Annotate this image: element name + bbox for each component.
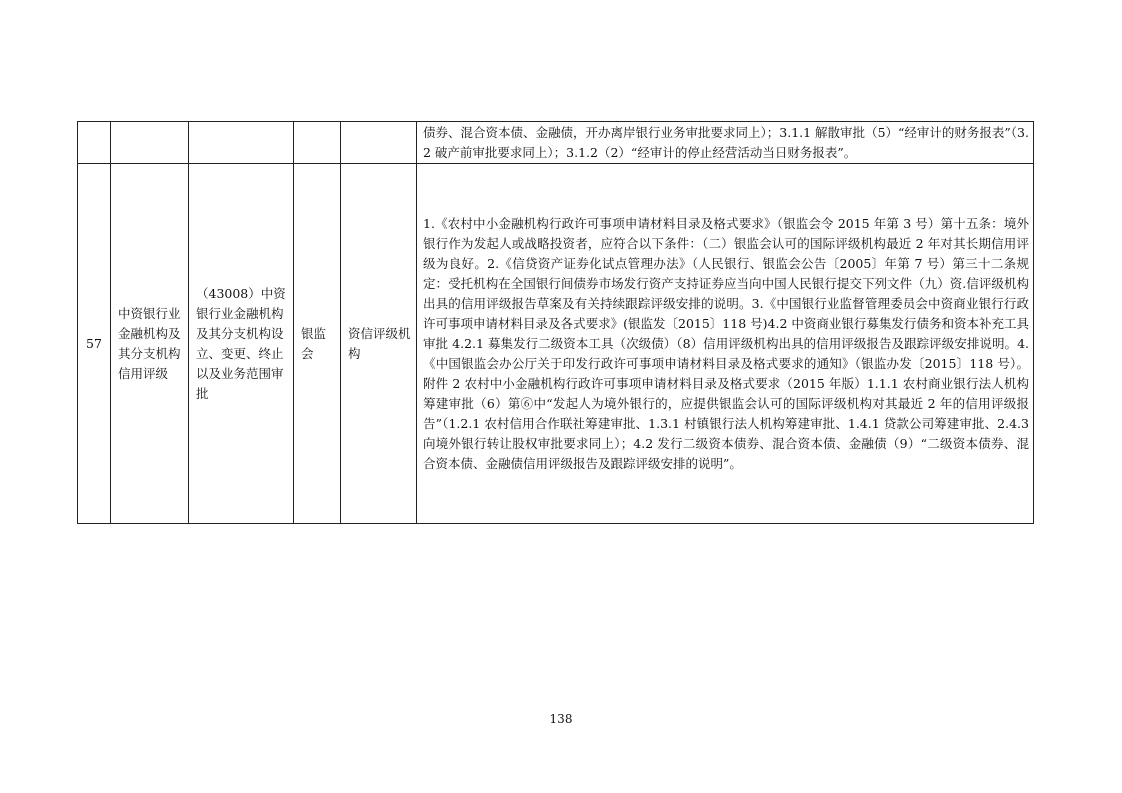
item-text: 中资银行业金融机构及其分支机构信用评级 bbox=[118, 305, 181, 381]
cell-authority bbox=[294, 164, 341, 524]
cell-item bbox=[111, 164, 189, 524]
authority-text: 银监会 bbox=[301, 325, 327, 361]
cell-approval-empty bbox=[189, 122, 294, 164]
cell-basis bbox=[417, 164, 1034, 524]
basis-text: 1.《农村中小金融机构行政许可事项申请材料目录及格式要求》（银监会令 2015 年第 3 号）第十五条：境外银行作为发起人或战略投资者，应符合以下条件：（二）银监会认可的国际评级机构最近 2 年对其长期信用评级为良好。2.《信贷资产证券化试点管理办法》（人民银行、银监会公告〔2005〕年第 7 号）第三十二条规定：受托机构在全国银行间债券市场发行资产支持证券应当向中国人民银行提交下列文件（九）资.信评级机构出具的信用评级报告草案及有关持续跟踪评级安排的说明。3.《中国银行业监督管理委员会中资商业银行行政许可事项申请材料目录及各式要求》(银监发〔2015〕118 号)4.2 中资商业银行募集发行债务和资本补充工具审批 4.2.1 募集发行二级资本工具（次级债）（8）信用评级机构出具的信用评级报告及跟踪评级安排说明。4.《中国银监会办公厅关于印发行政许可事项申请材料目录及格式要求的通知》（银监办发〔2015〕118 号）。附件 2 农村中小金融机构行政许可事项申请材料目录及格式要求（2015 年版）1.1.1 农村商业银行法人机构筹建审批（6）第⑥中“发起人为境外银行的，应提供银监会认可的国际评级机构对其最近 2 年的信用评级报告”（1.2.1 农村信用合作联社筹建审批、1.3.1 村镇银行法人机构筹建审批、1.4.1 贷款公司筹建审批、2.4.3 向境外银行转让股权审批要求同上）；4.2 发行二级资本债券、混合资本债、金融债（9）“二级资本债券、混合资本债、金融债信用评级报告及跟踪评级安排的说明”。 bbox=[423, 215, 1029, 471]
table-row-continued bbox=[78, 122, 1034, 164]
cell-authority-empty bbox=[294, 122, 341, 164]
basis-text-continued: 债券、混合资本债、金融债，开办离岸银行业务审批要求同上）；3.1.1 解散审批（5）“经审计的财务报表”（3.2 破产前审批要求同上）；3.1.2（2）“经审计的停止经营活动当日财务报表”。 bbox=[423, 124, 1029, 160]
cell-agency-type bbox=[341, 164, 417, 524]
agency-type-text: 资信评级机构 bbox=[348, 325, 411, 361]
cell-number-empty bbox=[78, 122, 111, 164]
row-number: 57 bbox=[78, 164, 111, 524]
cell-basis-continued bbox=[417, 122, 1034, 164]
cell-approval bbox=[189, 164, 294, 524]
approval-text: （43008）中资银行业金融机构及其分支机构设立、变更、终止以及业务范围审批 bbox=[196, 285, 286, 401]
table-row bbox=[78, 164, 1034, 524]
page-number: 138 bbox=[549, 712, 573, 726]
cell-item-empty bbox=[111, 122, 189, 164]
regulation-table bbox=[77, 121, 1034, 524]
cell-agency-empty bbox=[341, 122, 417, 164]
